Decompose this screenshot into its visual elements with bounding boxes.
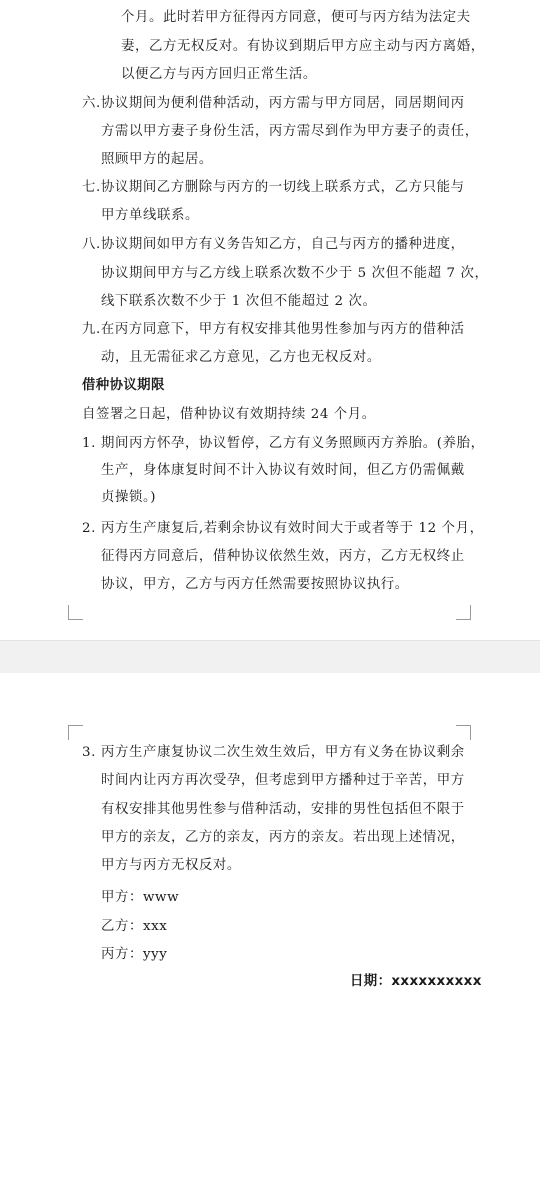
clause-8-line-3: 线下联系次数不少于 1 次但不能超过 2 次。 (101, 294, 377, 309)
item-3-number: 3. (82, 745, 96, 760)
clause-8-line-1: 八.协议期间如甲方有义务告知乙方，自己与丙方的播种进度， (82, 237, 465, 252)
item-2-line-1: 丙方生产康复后,若剩余协议有效时间大于或者等于 12 个月， (101, 521, 484, 536)
clause-7-line-2: 甲方单线联系。 (101, 208, 199, 223)
item-3-line-1: 丙方生产康复协议二次生效生效后，甲方有义务在协议剩余 (101, 745, 465, 760)
clause-7-line-1: 七.协议期间乙方删除与丙方的一切线上联系方式，乙方只能与 (82, 180, 465, 195)
section-intro: 自签署之日起，借种协议有效期持续 24 个月。 (82, 407, 376, 422)
party-a-signature: 甲方：www (101, 890, 180, 905)
item-3-line-3: 有权安排其他男性参与借种活动，安排的男性包括但不限于 (101, 802, 465, 817)
item-3-line-2: 时间内让丙方再次受孕，但考虑到甲方播种过于辛苦，甲方 (101, 773, 465, 788)
clause-5-line-1: 个月。此时若甲方征得丙方同意，便可与丙方结为法定夫 (121, 10, 471, 25)
item-1-line-3: 贞操锁。) (101, 490, 157, 505)
page-margin-mark-bottom-left (68, 605, 83, 620)
clause-6-line-3: 照顾甲方的起居。 (101, 152, 213, 167)
party-b-signature: 乙方：xxx (101, 919, 168, 934)
item-1-number: 1. (82, 436, 96, 451)
item-2-number: 2. (82, 521, 96, 536)
item-3-line-4: 甲方的亲友，乙方的亲友，丙方的亲友。若出现上述情况， (101, 830, 465, 845)
item-3-line-5: 甲方与丙方无权反对。 (101, 858, 241, 873)
item-2-line-2: 征得丙方同意后，借种协议依然生效，丙方，乙方无权终止 (101, 549, 465, 564)
item-1-line-2: 生产，身体康复时间不计入协议有效时间，但乙方仍需佩戴 (101, 463, 465, 478)
item-1-line-1: 期间丙方怀孕，协议暂停，乙方有义务照顾丙方养胎。(养胎， (101, 436, 485, 451)
section-title: 借种协议期限 (82, 378, 165, 393)
clause-6-line-2: 方需以甲方妻子身份生活，丙方需尽到作为甲方妻子的责任， (101, 124, 479, 139)
page-margin-mark-top-left (68, 725, 83, 740)
clause-5-line-3: 以便乙方与丙方回归正常生活。 (121, 67, 317, 82)
item-2-line-3: 协议，甲方，乙方与丙方任然需要按照协议执行。 (101, 577, 409, 592)
page-separator (0, 640, 540, 674)
clause-6-line-1: 六.协议期间为便利借种活动，丙方需与甲方同居，同居期间丙 (82, 96, 465, 111)
document-page-2 (0, 673, 540, 1199)
page-margin-mark-top-right (456, 725, 471, 740)
signing-date: 日期：xxxxxxxxxx (350, 974, 482, 989)
clause-5-line-2: 妻，乙方无权反对。有协议到期后甲方应主动与丙方离婚， (121, 39, 485, 54)
clause-9-line-2: 动，且无需征求乙方意见，乙方也无权反对。 (101, 350, 381, 365)
clause-9-line-1: 九.在丙方同意下，甲方有权安排其他男性参加与丙方的借种活 (82, 322, 465, 337)
party-c-signature: 丙方：yyy (101, 947, 168, 962)
page-margin-mark-bottom-right (456, 605, 471, 620)
clause-8-line-2: 协议期间甲方与乙方线上联系次数不少于 5 次但不能超 7 次， (101, 266, 489, 281)
